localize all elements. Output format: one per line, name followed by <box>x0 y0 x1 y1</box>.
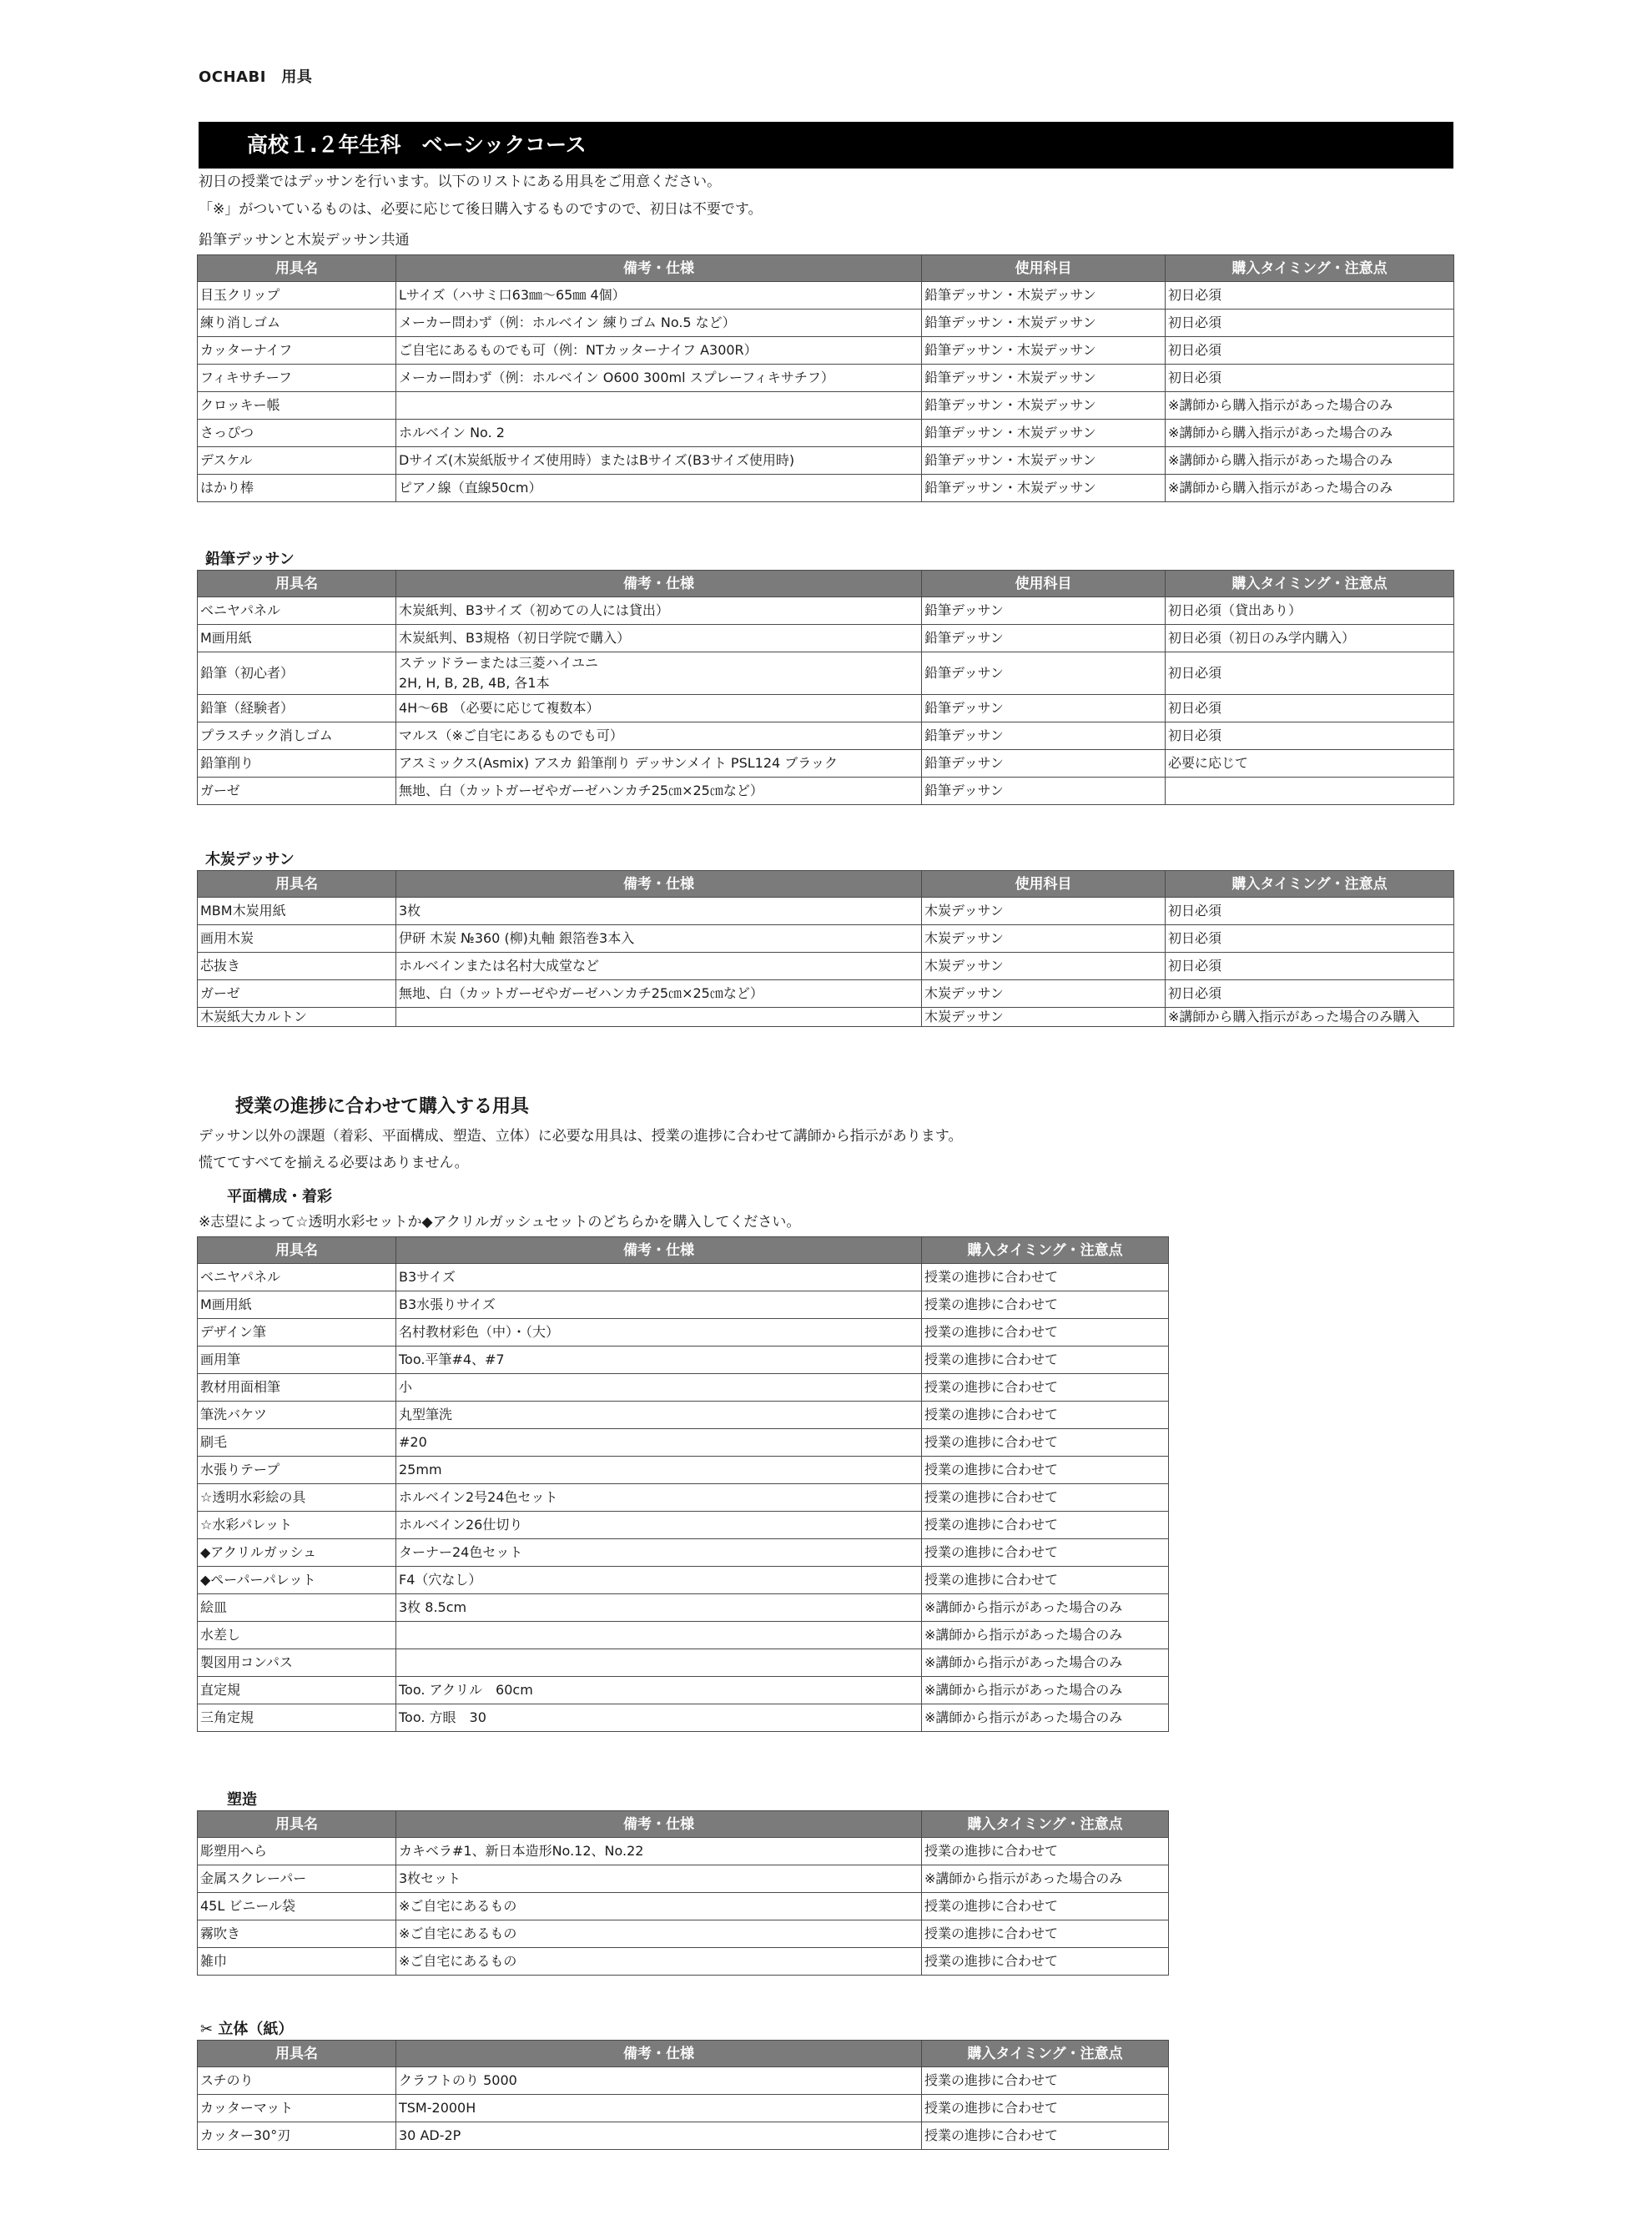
cell-timing: 初日必須 <box>1166 337 1454 365</box>
cell-subject: 鉛筆デッサン・木炭デッサン <box>922 310 1166 337</box>
table-row <box>198 980 1454 1008</box>
header-spec: 備考・仕様 <box>396 1811 922 1838</box>
cell-item: デスケル <box>198 447 396 475</box>
header-spec: 備考・仕様 <box>396 571 922 597</box>
brand-header: OCHABI 用具 <box>199 68 313 86</box>
cell-item: 鉛筆削り <box>198 750 396 778</box>
cell-spec <box>396 392 922 420</box>
cell-item: 教材用面相筆 <box>198 1374 396 1402</box>
cell-timing: ※講師から指示があった場合のみ <box>922 1865 1169 1893</box>
table-row <box>198 1649 1169 1677</box>
cell-item: 画用木炭 <box>198 925 396 953</box>
cell-item: ◆アクリルガッシュ <box>198 1539 396 1567</box>
cell-item: ガーゼ <box>198 778 396 805</box>
cell-spec: 小 <box>396 1374 922 1402</box>
cell-timing: ※講師から購入指示があった場合のみ <box>1166 447 1454 475</box>
cell-item: カッターマット <box>198 2095 396 2122</box>
plane-note: ※志望によって☆透明水彩セットか◆アクリルガッシュセットのどちらかを購入してください。 <box>199 1214 801 1231</box>
intro-line-1: 初日の授業ではデッサンを行います。以下のリストにある用具をご用意ください。 <box>199 174 722 190</box>
cell-item: フィキサチーフ <box>198 365 396 392</box>
cell-spec: アスミックス(Asmix) アスカ 鉛筆削り デッサンメイト PSL124 ブラック <box>396 750 922 778</box>
cell-subject: 鉛筆デッサン・木炭デッサン <box>922 420 1166 447</box>
cell-spec: 3枚 <box>396 898 922 925</box>
cell-item: 刷毛 <box>198 1429 396 1457</box>
cell-spec: 無地、白（カットガーゼやガーゼハンカチ25㎝×25㎝など） <box>396 778 922 805</box>
cell-item: 絵皿 <box>198 1594 396 1622</box>
table-row <box>198 392 1454 420</box>
cell-spec: ホルベイン2号24色セット <box>396 1484 922 1512</box>
table-row <box>198 1594 1169 1622</box>
cell-item: MBM木炭用紙 <box>198 898 396 925</box>
cell-timing: 初日必須 <box>1166 925 1454 953</box>
cell-item: カッター30°刃 <box>198 2122 396 2150</box>
header-subject: 使用科目 <box>922 571 1166 597</box>
cell-subject: 木炭デッサン <box>922 1008 1166 1027</box>
table-row <box>198 1347 1169 1374</box>
cell-spec: 30 AD-2P <box>396 2122 922 2150</box>
cell-timing: 授業の進捗に合わせて <box>922 1893 1169 1920</box>
cell-timing: 初日必須 <box>1166 695 1454 722</box>
table-row <box>198 1512 1169 1539</box>
table-row <box>198 1291 1169 1319</box>
cell-item: 金属スクレーパー <box>198 1865 396 1893</box>
pencil-supplies-table <box>197 570 1454 805</box>
cell-timing <box>1166 778 1454 805</box>
progress-heading: 授業の進捗に合わせて購入する用具 <box>235 1096 530 1117</box>
cell-timing: ※講師から購入指示があった場合のみ <box>1166 420 1454 447</box>
table-row <box>198 722 1454 750</box>
cell-spec: メーカー問わず（例：ホルベイン 練りゴム No.5 など） <box>396 310 922 337</box>
cell-item: 目玉クリップ <box>198 282 396 310</box>
header-item: 用具名 <box>198 1237 396 1264</box>
cell-timing: 初日必須（初日のみ学内購入） <box>1166 625 1454 652</box>
cell-timing: 初日必須 <box>1166 722 1454 750</box>
cell-timing: 授業の進捗に合わせて <box>922 1512 1169 1539</box>
cell-timing: 授業の進捗に合わせて <box>922 1948 1169 1976</box>
table-row <box>198 2067 1169 2095</box>
cell-item: M画用紙 <box>198 625 396 652</box>
cell-timing: 授業の進捗に合わせて <box>922 1539 1169 1567</box>
cell-subject: 鉛筆デッサン <box>922 695 1166 722</box>
cell-subject: 鉛筆デッサン・木炭デッサン <box>922 365 1166 392</box>
table-row <box>198 1948 1169 1976</box>
table-row <box>198 337 1454 365</box>
cell-timing: 授業の進捗に合わせて <box>922 2122 1169 2150</box>
cell-timing: 授業の進捗に合わせて <box>922 1457 1169 1484</box>
header-item: 用具名 <box>198 2041 396 2067</box>
table-row <box>198 1374 1169 1402</box>
cell-item: ◆ペーパーパレット <box>198 1567 396 1594</box>
common-section-label: 鉛筆デッサンと木炭デッサン共通 <box>199 232 410 249</box>
table-row <box>198 695 1454 722</box>
cell-spec: B3サイズ <box>396 1264 922 1291</box>
cell-item: 三角定規 <box>198 1704 396 1732</box>
plane-supplies-table <box>197 1236 1169 1732</box>
cell-timing: 授業の進捗に合わせて <box>922 1920 1169 1948</box>
cell-timing: 授業の進捗に合わせて <box>922 1319 1169 1347</box>
header-timing: 購入タイミング・注意点 <box>1166 871 1454 898</box>
cell-item: 45L ビニール袋 <box>198 1893 396 1920</box>
cell-timing: ※講師から指示があった場合のみ <box>922 1594 1169 1622</box>
header-spec: 備考・仕様 <box>396 1237 922 1264</box>
cell-subject: 鉛筆デッサン <box>922 597 1166 625</box>
cell-timing: 初日必須 <box>1166 310 1454 337</box>
table-row <box>198 447 1454 475</box>
table-header-row <box>198 1237 1169 1264</box>
cell-item: 直定規 <box>198 1677 396 1704</box>
cell-item: ☆水彩パレット <box>198 1512 396 1539</box>
table-row <box>198 1264 1169 1291</box>
progress-note-1: デッサン以外の課題（着彩、平面構成、塑造、立体）に必要な用具は、授業の進捗に合わせて講師から指示があります。 <box>199 1128 963 1145</box>
cell-item: 彫塑用へら <box>198 1838 396 1865</box>
cell-subject: 鉛筆デッサン <box>922 625 1166 652</box>
pencil-section-label: 鉛筆デッサン <box>205 551 295 568</box>
cell-item: ベニヤパネル <box>198 597 396 625</box>
cell-item: クロッキー帳 <box>198 392 396 420</box>
cell-subject: 鉛筆デッサン・木炭デッサン <box>922 392 1166 420</box>
cell-item: M画用紙 <box>198 1291 396 1319</box>
cell-timing: 授業の進捗に合わせて <box>922 1402 1169 1429</box>
cell-timing: 授業の進捗に合わせて <box>922 1264 1169 1291</box>
cell-timing: 授業の進捗に合わせて <box>922 1838 1169 1865</box>
table-row <box>198 750 1454 778</box>
table-row <box>198 1920 1169 1948</box>
cell-spec: ご自宅にあるものでも可（例：NTカッターナイフ A300R） <box>396 337 922 365</box>
cell-timing: 初日必須 <box>1166 953 1454 980</box>
cell-item: はかり棒 <box>198 475 396 502</box>
cell-spec: Lサイズ（ハサミ口63㎜～65㎜ 4個） <box>396 282 922 310</box>
sculpt-section-label: 塑造 <box>227 1791 257 1809</box>
cell-spec: マルス（※ご自宅にあるものでも可） <box>396 722 922 750</box>
cell-timing: ※講師から指示があった場合のみ <box>922 1622 1169 1649</box>
cell-item: スチのり <box>198 2067 396 2095</box>
cell-item: 芯抜き <box>198 953 396 980</box>
table-header-row <box>198 871 1454 898</box>
cell-subject: 木炭デッサン <box>922 898 1166 925</box>
cell-item: 水差し <box>198 1622 396 1649</box>
cell-timing: 初日必須 <box>1166 980 1454 1008</box>
spec-line-1: ステッドラーまたは三菱ハイユニ <box>399 655 599 671</box>
table-row <box>198 953 1454 980</box>
table-row <box>198 1622 1169 1649</box>
cell-spec: ホルベイン26仕切り <box>396 1512 922 1539</box>
header-item: 用具名 <box>198 571 396 597</box>
common-supplies-table <box>197 254 1454 502</box>
course-title: 高校１.２年生科 ベーシックコース <box>199 122 1453 169</box>
cell-spec: Too.平筆#4、#7 <box>396 1347 922 1374</box>
cell-spec: 木炭紙判、B3規格（初日学院で購入） <box>396 625 922 652</box>
table-row <box>198 475 1454 502</box>
cell-subject: 木炭デッサン <box>922 980 1166 1008</box>
table-row <box>198 898 1454 925</box>
table-row <box>198 365 1454 392</box>
header-timing: 購入タイミング・注意点 <box>922 1811 1169 1838</box>
table-header-row <box>198 255 1454 282</box>
header-timing: 購入タイミング・注意点 <box>1166 255 1454 282</box>
cell-subject: 鉛筆デッサン・木炭デッサン <box>922 475 1166 502</box>
cell-spec: B3水張りサイズ <box>396 1291 922 1319</box>
cell-spec: ターナー24色セット <box>396 1539 922 1567</box>
table-row <box>198 420 1454 447</box>
table-row <box>198 597 1454 625</box>
cell-timing: 初日必須 <box>1166 652 1454 695</box>
table-row <box>198 2095 1169 2122</box>
cell-item: 筆洗バケツ <box>198 1402 396 1429</box>
table-row <box>198 1704 1169 1732</box>
sculpt-supplies-table <box>197 1810 1169 1976</box>
cell-item: プラスチック消しゴム <box>198 722 396 750</box>
cell-item: 雑巾 <box>198 1948 396 1976</box>
table-row <box>198 925 1454 953</box>
cell-spec: ※ご自宅にあるもの <box>396 1893 922 1920</box>
cell-spec: 4H～6B （必要に応じて複数本） <box>396 695 922 722</box>
cell-spec: カキベラ#1、新日本造形No.12、No.22 <box>396 1838 922 1865</box>
header-item: 用具名 <box>198 1811 396 1838</box>
cell-timing: 授業の進捗に合わせて <box>922 1291 1169 1319</box>
cell-item: さっぴつ <box>198 420 396 447</box>
cell-item: 画用筆 <box>198 1347 396 1374</box>
header-subject: 使用科目 <box>922 871 1166 898</box>
cell-item: 水張りテープ <box>198 1457 396 1484</box>
table-row <box>198 1402 1169 1429</box>
header-timing: 購入タイミング・注意点 <box>1166 571 1454 597</box>
cell-spec: Dサイズ(木炭紙版サイズ使用時）またはBサイズ(B3サイズ使用時) <box>396 447 922 475</box>
intro-line-2: 「※」がついているものは、必要に応じて後日購入するものですので、初日は不要です。 <box>199 201 763 218</box>
cell-timing: 授業の進捗に合わせて <box>922 1567 1169 1594</box>
cell-item: ガーゼ <box>198 980 396 1008</box>
cell-spec: 伊研 木炭 №360 (柳)丸軸 銀箔巻3本入 <box>396 925 922 953</box>
cell-subject: 鉛筆デッサン <box>922 652 1166 695</box>
table-row <box>198 778 1454 805</box>
table-row <box>198 310 1454 337</box>
cell-spec <box>396 1622 922 1649</box>
cell-subject: 鉛筆デッサン <box>922 722 1166 750</box>
cell-item: 鉛筆（経験者） <box>198 695 396 722</box>
solid-section-label: ✂ 立体（紙） <box>200 2021 294 2038</box>
table-row <box>198 1567 1169 1594</box>
cell-item: カッターナイフ <box>198 337 396 365</box>
cell-timing: ※講師から指示があった場合のみ <box>922 1677 1169 1704</box>
cell-item: 霧吹き <box>198 1920 396 1948</box>
table-row <box>198 282 1454 310</box>
cell-subject: 鉛筆デッサン・木炭デッサン <box>922 447 1166 475</box>
cell-spec: クラフトのり 5000 <box>396 2067 922 2095</box>
table-header-row <box>198 1811 1169 1838</box>
cell-timing: 授業の進捗に合わせて <box>922 1374 1169 1402</box>
cell-spec: 3枚 8.5cm <box>396 1594 922 1622</box>
header-spec: 備考・仕様 <box>396 2041 922 2067</box>
cell-spec: 25mm <box>396 1457 922 1484</box>
cell-item: 木炭紙大カルトン <box>198 1008 396 1027</box>
cell-timing: 授業の進捗に合わせて <box>922 1429 1169 1457</box>
table-row <box>198 1677 1169 1704</box>
cell-item: 鉛筆（初心者） <box>198 652 396 695</box>
table-row <box>198 1319 1169 1347</box>
table-header-row <box>198 571 1454 597</box>
cell-spec <box>396 1008 922 1027</box>
header-subject: 使用科目 <box>922 255 1166 282</box>
table-row <box>198 1008 1454 1027</box>
progress-note-2: 慌ててすべてを揃える必要はありません。 <box>199 1155 469 1171</box>
cell-item: デザイン筆 <box>198 1319 396 1347</box>
cell-subject: 木炭デッサン <box>922 953 1166 980</box>
solid-supplies-table <box>197 2040 1169 2150</box>
cell-spec: TSM-2000H <box>396 2095 922 2122</box>
cell-spec <box>396 1649 922 1677</box>
cell-item: 練り消しゴム <box>198 310 396 337</box>
cell-spec: Too. アクリル 60cm <box>396 1677 922 1704</box>
cell-spec: 3枚セット <box>396 1865 922 1893</box>
cell-spec: ※ご自宅にあるもの <box>396 1948 922 1976</box>
table-row <box>198 1838 1169 1865</box>
plane-section-label: 平面構成・着彩 <box>227 1188 332 1206</box>
table-row <box>198 1484 1169 1512</box>
cell-item: ベニヤパネル <box>198 1264 396 1291</box>
cell-subject: 木炭デッサン <box>922 925 1166 953</box>
table-row <box>198 1429 1169 1457</box>
cell-spec: ホルベインまたは名村大成堂など <box>396 953 922 980</box>
cell-spec: Too. 方眼 30 <box>396 1704 922 1732</box>
header-item: 用具名 <box>198 255 396 282</box>
cell-spec: 木炭紙判、B3サイズ（初めての人には貸出） <box>396 597 922 625</box>
cell-timing: 初日必須 <box>1166 898 1454 925</box>
cell-subject: 鉛筆デッサン・木炭デッサン <box>922 337 1166 365</box>
cell-timing: 授業の進捗に合わせて <box>922 1484 1169 1512</box>
cell-timing: 授業の進捗に合わせて <box>922 2095 1169 2122</box>
cell-spec: ホルベイン No. 2 <box>396 420 922 447</box>
cell-spec: メーカー問わず（例：ホルベイン O600 300ml スプレーフィキサチフ） <box>396 365 922 392</box>
cell-timing: ※講師から指示があった場合のみ <box>922 1704 1169 1732</box>
header-timing: 購入タイミング・注意点 <box>922 2041 1169 2067</box>
table-row <box>198 1539 1169 1567</box>
cell-spec: ピアノ線（直線50cm） <box>396 475 922 502</box>
cell-timing: 授業の進捗に合わせて <box>922 1347 1169 1374</box>
cell-item: ☆透明水彩絵の具 <box>198 1484 396 1512</box>
cell-spec: 無地、白（カットガーゼやガーゼハンカチ25㎝×25㎝など） <box>396 980 922 1008</box>
header-item: 用具名 <box>198 871 396 898</box>
cell-spec: 名村教材彩色（中）・（大） <box>396 1319 922 1347</box>
spec-line-2: 2H, H, B, 2B, 4B, 各1本 <box>399 675 550 691</box>
table-row <box>198 625 1454 652</box>
table-row <box>198 1893 1169 1920</box>
cell-timing: 初日必須 <box>1166 365 1454 392</box>
table-row <box>198 1457 1169 1484</box>
cell-spec: 丸型筆洗 <box>396 1402 922 1429</box>
cell-timing: 初日必須（貸出あり） <box>1166 597 1454 625</box>
cell-subject: 鉛筆デッサン <box>922 778 1166 805</box>
cell-timing: 初日必須 <box>1166 282 1454 310</box>
cell-spec: F4（穴なし） <box>396 1567 922 1594</box>
table-row <box>198 1865 1169 1893</box>
cell-timing: 授業の進捗に合わせて <box>922 2067 1169 2095</box>
charcoal-supplies-table <box>197 870 1454 1027</box>
table-row <box>198 652 1454 695</box>
header-timing: 購入タイミング・注意点 <box>922 1237 1169 1264</box>
cell-item: 製図用コンパス <box>198 1649 396 1677</box>
table-header-row <box>198 2041 1169 2067</box>
cell-timing: 必要に応じて <box>1166 750 1454 778</box>
cell-subject: 鉛筆デッサン <box>922 750 1166 778</box>
cell-timing: ※講師から購入指示があった場合のみ購入 <box>1166 1008 1454 1027</box>
cell-spec: #20 <box>396 1429 922 1457</box>
header-spec: 備考・仕様 <box>396 871 922 898</box>
cell-timing: ※講師から指示があった場合のみ <box>922 1649 1169 1677</box>
cell-subject: 鉛筆デッサン・木炭デッサン <box>922 282 1166 310</box>
cell-timing: ※講師から購入指示があった場合のみ <box>1166 475 1454 502</box>
cell-timing: ※講師から購入指示があった場合のみ <box>1166 392 1454 420</box>
cell-spec <box>396 652 922 695</box>
table-row <box>198 2122 1169 2150</box>
header-spec: 備考・仕様 <box>396 255 922 282</box>
charcoal-section-label: 木炭デッサン <box>205 851 295 868</box>
cell-spec: ※ご自宅にあるもの <box>396 1920 922 1948</box>
